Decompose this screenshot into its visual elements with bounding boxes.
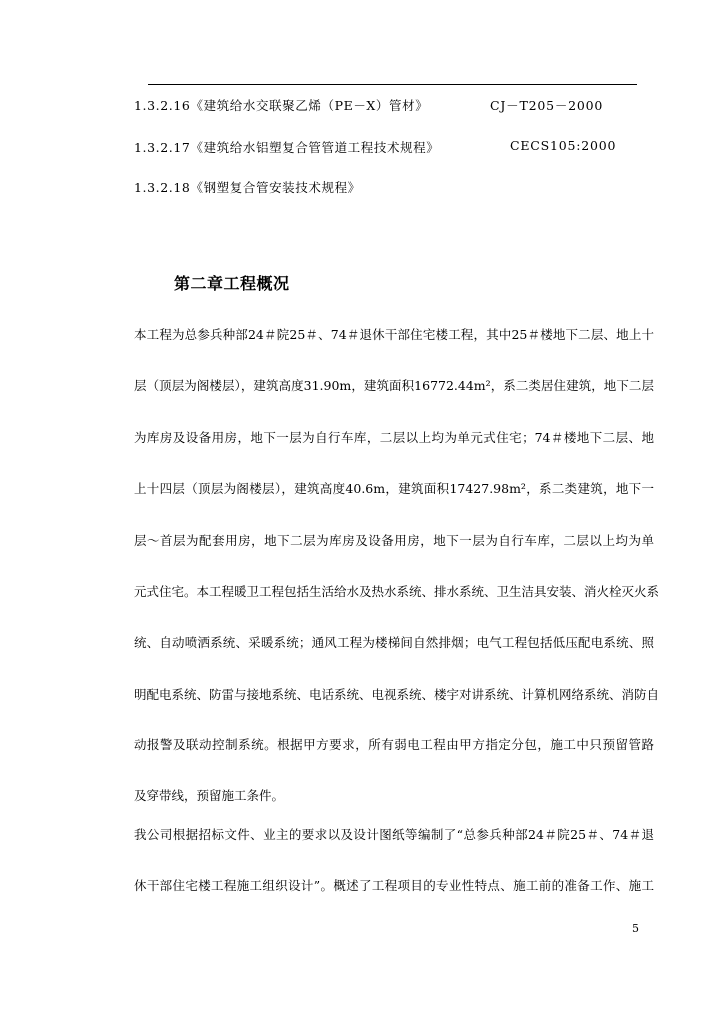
paragraph-1-line-2: 层（顶层为阁楼层），建筑高度31.90m，建筑面积16772.44m²，系二类居住建筑，地下二层 [134,378,654,393]
paragraph-1-line-1: 本工程为总参兵种部24＃院25＃、74＃退休干部住宅楼工程，其中25＃楼地下二层、地上十 [134,327,654,342]
page-number: 5 [632,922,639,935]
reference-code-1: CJ－T205－2000 [490,98,604,113]
paragraph-1-line-4: 上十四层（顶层为阁楼层），建筑高度40.6m，建筑面积17427.98m²，系二类建筑，地下一 [134,481,654,496]
paragraph-1-line-8: 明配电系统、防雷与接地系统、电话系统、电视系统、楼宇对讲系统、计算机网络系统、消防自 [134,687,660,702]
paragraph-1-line-7: 统、自动喷洒系统、采暖系统；通风工程为楼梯间自然排烟；电气工程包括低压配电系统、照 [134,635,654,650]
reference-code-2: CECS105:2000 [510,138,617,153]
paragraph-1-line-10: 及穿带线，预留施工条件。 [134,788,285,803]
paragraph-1-line-6: 元式住宅。本工程暖卫工程包括生活给水及热水系统、排水系统、卫生洁具安装、消火栓灭火系 [134,584,660,599]
reference-line-2: 1.3.2.17《建筑给水铝塑复合管管道工程技术规程》 [134,140,440,155]
reference-line-1: 1.3.2.16《建筑给水交联聚乙烯（PE－X）管材》 [134,98,429,113]
paragraph-1-line-3: 为库房及设备用房，地下一层为自行车库，二层以上均为单元式住宅；74＃楼地下二层、地 [134,430,654,445]
paragraph-2-line-2: 休干部住宅楼工程施工组织设计”。概述了工程项目的专业性特点、施工前的准备工作、施工 [134,878,654,893]
paragraph-2-line-1: 我公司根据招标文件、业主的要求以及设计图纸等编制了“总参兵种部24＃院25＃、74＃退 [134,827,654,842]
chapter-title: 第二章工程概况 [174,274,290,293]
paragraph-1-line-9: 动报警及联动控制系统。根据甲方要求，所有弱电工程由甲方指定分包，施工中只预留管路 [134,737,654,752]
reference-line-3: 1.3.2.18《钢塑复合管安装技术规程》 [134,180,361,195]
paragraph-1-line-5: 层～首层为配套用房，地下二层为库房及设备用房，地下一层为自行车库，二层以上均为单 [134,533,654,548]
header-rule [148,84,637,85]
